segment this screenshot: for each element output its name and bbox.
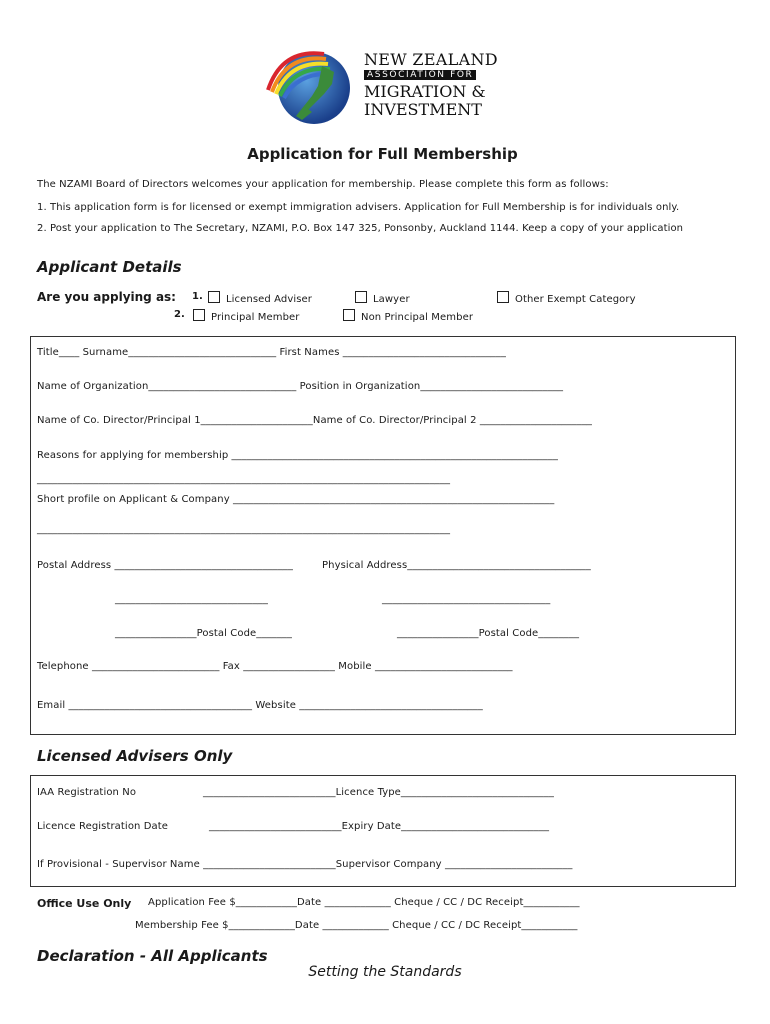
non-principal-member-checkbox[interactable] [343, 309, 355, 321]
intro-paragraph-1: The NZAMI Board of Directors welcomes your application for membership. Please complete this form as follows: [37, 179, 609, 190]
page-title: Application for Full Membership [247, 145, 518, 163]
logo-line-2: ASSOCIATION FOR [364, 70, 476, 80]
intro-paragraph-3: 2. Post your application to The Secretary, NZAMI, P.O. Box 147 325, Ponsonby, Auckland 1144. Keep a copy of your application [37, 223, 684, 234]
option-row-2-number: 2. [174, 309, 185, 320]
nzami-logo [262, 42, 512, 126]
registration-expiry-date-field[interactable]: __________________________Expiry Date_____________________________ [209, 821, 550, 832]
email-website-field[interactable]: Email ____________________________________ Website ____________________________________ [37, 700, 483, 711]
physical-address-line-2[interactable]: _________________________________ [382, 594, 551, 605]
option-licensed-adviser[interactable]: Licensed Adviser [208, 291, 312, 305]
reasons-field[interactable]: Reasons for applying for membership ________________________________________________________________ [37, 450, 558, 461]
title-surname-firstnames-field[interactable]: Title____ Surname_____________________________ First Names ________________________________ [37, 347, 506, 358]
postal-code-field-1[interactable]: ________________Postal Code_______ [115, 628, 293, 639]
licensed-adviser-checkbox[interactable] [208, 291, 220, 303]
supervisor-field[interactable]: If Provisional - Supervisor Name __________________________Supervisor Company _________________________ [37, 859, 573, 870]
declaration-heading: Declaration - All Applicants [37, 947, 268, 965]
postal-address-field[interactable]: Postal Address ___________________________________ [37, 560, 294, 571]
iaa-licence-type-field[interactable]: __________________________Licence Type______________________________ [203, 787, 554, 798]
principal-member-checkbox[interactable] [193, 309, 205, 321]
logo-line-3: MIGRATION & [364, 82, 486, 101]
globe-rainbow-icon [262, 42, 362, 126]
postal-address-line-2[interactable]: ______________________________ [115, 594, 268, 605]
telephone-fax-mobile-field[interactable]: Telephone _________________________ Fax __________________ Mobile ___________________________ [37, 661, 513, 672]
short-profile-field[interactable]: Short profile on Applicant & Company _______________________________________________________________ [37, 494, 555, 505]
short-profile-field-line-2[interactable]: _________________________________________________________________________________ [37, 524, 451, 535]
membership-fee-row[interactable]: Membership Fee $_____________Date _____________ Cheque / CC / DC Receipt___________ [135, 920, 578, 931]
physical-address-field[interactable]: Physical Address____________________________________ [322, 560, 591, 571]
option-lawyer[interactable]: Lawyer [355, 291, 410, 305]
office-use-label: Office Use Only [37, 897, 132, 910]
intro-paragraph-2: 1. This application form is for licensed or exempt immigration advisers. Application for Full Membership is for individuals only. [37, 202, 680, 213]
application-fee-row[interactable]: Application Fee $____________Date _____________ Cheque / CC / DC Receipt___________ [148, 897, 580, 908]
applicant-details-box [30, 336, 736, 735]
iaa-registration-label: IAA Registration No [37, 787, 137, 798]
option-non-principal-member[interactable]: Non Principal Member [343, 309, 473, 323]
applying-as-label: Are you applying as: [37, 290, 176, 304]
logo-line-4: INVESTMENT [364, 100, 482, 119]
option-principal-member[interactable]: Principal Member [193, 309, 300, 323]
option-other-exempt[interactable]: Other Exempt Category [497, 291, 636, 305]
postal-code-field-2[interactable]: ________________Postal Code________ [397, 628, 580, 639]
co-director-principal-field[interactable]: Name of Co. Director/Principal 1______________________Name of Co. Director/Principal 2 ______________________ [37, 415, 593, 426]
option-row-1-number: 1. [192, 291, 203, 302]
logo-line-1: NEW ZEALAND [364, 50, 498, 69]
footer-tagline: Setting the Standards [308, 964, 462, 980]
lawyer-checkbox[interactable] [355, 291, 367, 303]
organization-position-field[interactable]: Name of Organization_____________________________ Position in Organization____________________________ [37, 381, 564, 392]
reasons-field-line-2[interactable]: _________________________________________________________________________________ [37, 474, 451, 485]
licence-registration-date-label: Licence Registration Date [37, 821, 169, 832]
applicant-details-heading: Applicant Details [37, 258, 182, 276]
other-exempt-checkbox[interactable] [497, 291, 509, 303]
licensed-advisers-heading: Licensed Advisers Only [37, 747, 233, 765]
